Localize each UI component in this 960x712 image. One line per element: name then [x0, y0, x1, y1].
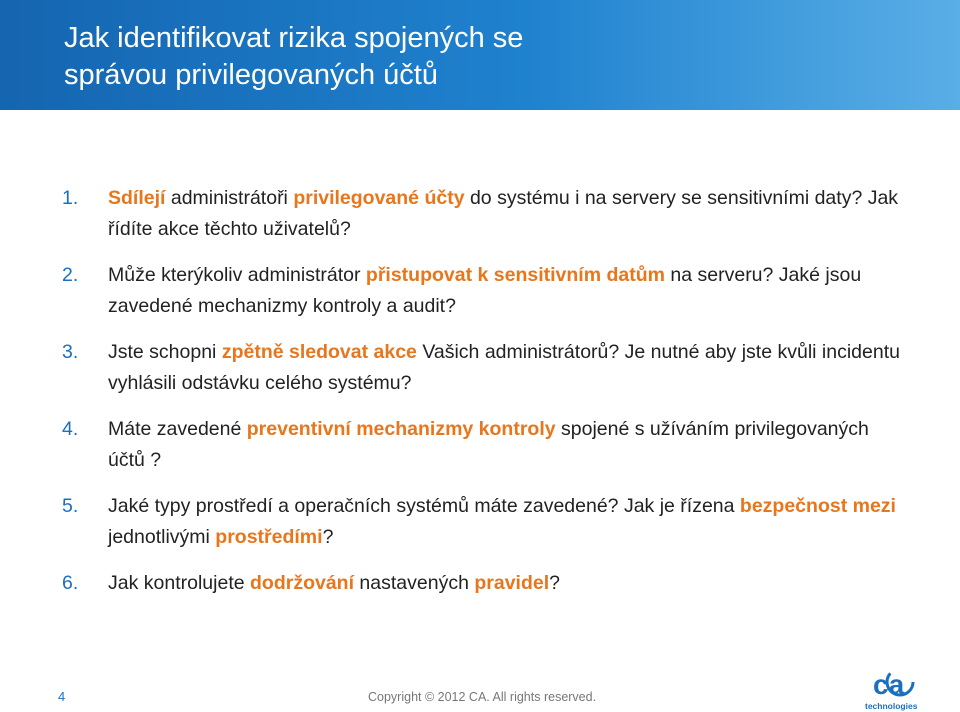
logo-brand-text: ca — [873, 669, 905, 700]
plain-text: Vašich administrátorů? Je nutné aby jste kvůli incidentu vyhlásili odstávku celého systému? — [108, 341, 900, 394]
plain-text: spojené s užíváním privilegovaných účtů ? — [108, 418, 869, 471]
question-item-2 — [60, 260, 900, 322]
slide-title — [64, 20, 884, 94]
ca-technologies-logo — [864, 666, 920, 712]
copyright-notice: Copyright © 2012 CA. All rights reserved. — [368, 690, 597, 704]
plain-text: nastavených — [354, 572, 475, 594]
highlight-text: přistupovat k sensitivním datům — [365, 264, 665, 286]
plain-text: Může kterýkoliv administrátor — [108, 264, 366, 286]
title-bar — [0, 0, 960, 110]
plain-text: Jste schopni — [108, 341, 222, 363]
question-text — [108, 341, 900, 394]
plain-text: do systému i na servery se sensitivními daty? Jak řídíte akce těchto uživatelů? — [108, 187, 899, 240]
highlight-text: preventivní mechanizmy kontroly — [246, 418, 556, 440]
question-item-3 — [60, 337, 900, 399]
highlight-text: privilegované účty — [293, 187, 465, 209]
question-text — [108, 264, 861, 317]
plain-text: Máte zavedené — [108, 418, 247, 440]
question-number: 6. — [62, 572, 79, 594]
question-text — [108, 418, 869, 471]
question-text — [108, 187, 898, 240]
plain-text: Jak kontrolujete — [108, 572, 250, 594]
question-item-6 — [60, 568, 900, 599]
question-text — [108, 572, 560, 594]
question-list — [60, 183, 900, 614]
question-item-5 — [60, 491, 900, 553]
question-number: 1. — [62, 187, 79, 209]
plain-text: na serveru? Jaké jsou zavedené mechanizmy kontroly a audit? — [108, 264, 862, 317]
question-number: 3. — [62, 341, 79, 363]
question-number: 4. — [62, 418, 79, 440]
plain-text: administrátoři — [165, 187, 294, 209]
question-item-1 — [60, 183, 900, 245]
question-number: 5. — [62, 495, 79, 517]
highlight-text: Sdílejí — [108, 187, 166, 209]
logo-tagline-text: technologies — [865, 701, 918, 711]
plain-text: Jaké typy prostředí a operačních systémů máte zavedené? Jak je řízena — [108, 495, 740, 517]
highlight-text: bezpečnost mezi — [739, 495, 896, 517]
plain-text: ? — [322, 526, 334, 548]
highlight-text: prostředími — [215, 526, 323, 548]
page-number: 4 — [58, 689, 66, 704]
question-text — [108, 495, 896, 548]
slide-title-line-1: Jak identifikovat rizika spojených se — [64, 22, 524, 54]
highlight-text: zpětně sledovat akce — [221, 341, 417, 363]
question-item-4 — [60, 414, 900, 476]
question-number: 2. — [62, 264, 79, 286]
highlight-text: pravidel — [474, 572, 550, 594]
plain-text: jednotlivými — [108, 526, 216, 548]
plain-text: ? — [549, 572, 560, 594]
highlight-text: dodržování — [250, 572, 355, 594]
slide-title-line-2: správou privilegovaných účtů — [64, 59, 438, 91]
